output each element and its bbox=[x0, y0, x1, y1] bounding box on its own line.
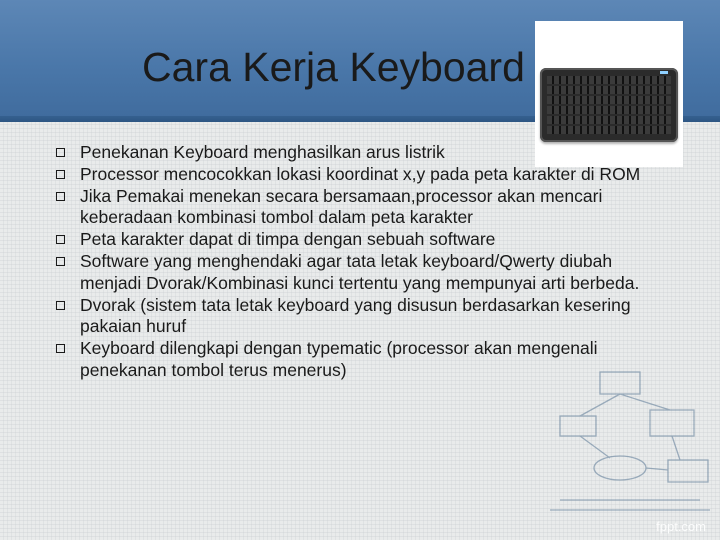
watermark: fppt.com bbox=[656, 519, 706, 534]
slide-title: Cara Kerja Keyboard bbox=[142, 44, 525, 90]
bullet-item: Dvorak (sistem tata letak keyboard yang disusun berdasarkan kesering pakaian huruf bbox=[56, 295, 676, 339]
bullet-item: Jika Pemakai menekan secara bersamaan,processor akan mencari keberadaan kombinasi tombol dalam peta karakter bbox=[56, 186, 676, 230]
bullet-item: Processor mencocokkan lokasi koordinat x,y pada peta karakter di ROM bbox=[56, 164, 676, 186]
square-bullet-icon bbox=[56, 148, 65, 157]
keyboard-icon bbox=[540, 68, 678, 142]
square-bullet-icon bbox=[56, 192, 65, 201]
bullet-item: Software yang menghendaki agar tata letak keyboard/Qwerty diubah menjadi Dvorak/Kombinasi kunci tertentu yang mempunyai arti berbeda. bbox=[56, 251, 676, 295]
bullet-list bbox=[56, 142, 676, 382]
square-bullet-icon bbox=[56, 301, 65, 310]
square-bullet-icon bbox=[56, 344, 65, 353]
bullet-item: Keyboard dilengkapi dengan typematic (processor akan mengenali penekanan tombol terus menerus) bbox=[56, 338, 676, 382]
bullet-item: Peta karakter dapat di timpa dengan sebuah software bbox=[56, 229, 676, 251]
square-bullet-icon bbox=[56, 257, 65, 266]
decorative-flowchart-sketch bbox=[540, 360, 720, 520]
square-bullet-icon bbox=[56, 235, 65, 244]
bullet-item: Penekanan Keyboard menghasilkan arus listrik bbox=[56, 142, 676, 164]
square-bullet-icon bbox=[56, 170, 65, 179]
